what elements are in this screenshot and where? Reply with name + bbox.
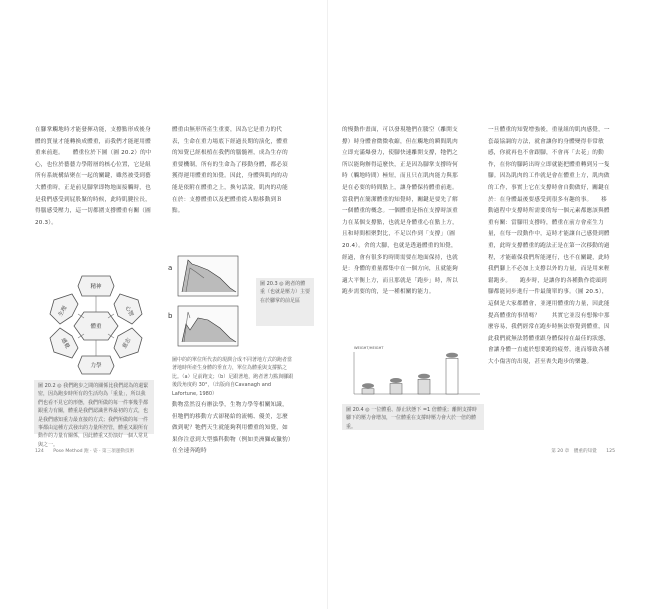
page-number: 124 xyxy=(35,449,44,454)
caption-fig-20-3-detail xyxy=(172,356,296,398)
left-footer xyxy=(35,448,134,454)
book-title-running-head: Pose Method 跑 ‧ 姿 ‧ 第三項運動技術 xyxy=(53,449,135,454)
diagram-node-label: 力學 xyxy=(90,363,102,369)
diagram-node-label: 感覺 xyxy=(59,337,71,350)
figure-label-a: a xyxy=(168,264,173,272)
caption-fig-20-2 xyxy=(34,380,154,448)
left-page xyxy=(0,0,327,609)
page-number: 125 xyxy=(606,449,615,454)
caption-fig-20-4 xyxy=(342,404,484,430)
chart-bar xyxy=(418,379,430,394)
weight-bar-chart xyxy=(340,342,488,400)
diagram-node-label: 意志 xyxy=(121,337,133,350)
chart-bar xyxy=(390,384,402,395)
left-col2-bottom-paragraph: 動物當然沒有辦法學，生物力學等相關知識，但牠們的移動方式卻秘給的流暢、優美，怎麼做到呢？牠們天生就能夠利用體重的知覺，如果你注意到大型貓科動物（例如美洲獅或獵豹）在全速奔跑時 xyxy=(172,402,291,455)
running-cat-silhouette xyxy=(446,353,458,358)
center-of-weight-diagram xyxy=(38,270,154,376)
right-col1-paragraph: 的慢動作畫面，可以發現牠們在騰空（離開支撐）時身體會微微收縮，但在觸地的瞬間肌肉立即充滿爆發力，使腳快速離開支撐，牠們之所以能夠辦得這麼快，正是因為腳掌支撐時何時（觸地時間）極短，而且只在肌肉能力與那是在必要的時間點上，讓身體保持體重前進。 當我們在簡潔體重的知覺時，關鍵是要先了解一個體重的概念。一個體重是指在支撐時該重力在某個支撐點，也就是身體重心在點上方，且和時間相聚對比，不足以作到「支撐」（圖 20.4）。舍的大腳，也就是透過體重的知覺，經過，會有很多的時間需要在地面保持，也就是：身體的重量都集中在一個方向，且就能夠適大平衡上方，而且那就是「跑步」時，所以跑步需要的的，是一種相關的能力。 xyxy=(342,127,467,296)
diagram-node-label: 精神 xyxy=(90,284,102,290)
plot-a xyxy=(178,256,238,296)
chapter-running-head: 第 20 章 體重的知覺 xyxy=(551,449,597,454)
caption-fig-20-4-text: 圖 20.4 ◎ 一位體重、靜止狀態下 =1 倍體重；離開支撐時腳下的壓力會增加，一位體重在支撐時壓力會大於一倍的體重。 xyxy=(346,407,477,430)
diagram-node-label: 生理 xyxy=(57,305,69,318)
left-col2-bottom-text xyxy=(172,400,292,455)
caption-fig-20-2-text: 圖 20.2 ◎ 我們跑步之間的關係比我們認為的還緊密，因為跑步時所有的生活均為「重量」，所以我們也看不見它的形態，我們所做的每一件事幾乎都跟重力有關，體重是我們認識世界最初的方式，也是我們感知重力最直接的方式；我們所做的每一件事都由這種方式發出的力量所控管，體重又跟所有動作的力量有關係，因此體重又扮演好一個人常見與之一。 xyxy=(38,383,149,448)
left-col1-paragraph: 在腳掌觸地時才能發揮功能，支撐點形成後身體的質量才能轉換成體重，而我們才能運用體重來前進。 體重位於下圖（圖 20.2）的中心，也位於藝藝力學階層的核心位置，它是組所有系統構結聚在一起的關鍵，雖然被受到藝大體重時，正是前見腳掌即物地面接觸時，也是我們感受到屁股緊的時候，此時肌腱拉長，得腦感受壓力，這一切都圍支撐體重有關（圖 20.3）。 xyxy=(35,127,152,226)
chart-ylabel: WEIGHT/HEIGHT xyxy=(354,346,384,350)
right-col2-paragraph: 一旦體重的知覺增強後，重量組的肌肉感覺，一套最協調的方法，就會讓你的身體變得非常敏感，你就再也不會跟腳，不會再「去花」的動作，在你的腳跨出時立即就能把體重轉到另一隻腳。因為肌肉的工作就是會在體重上方，肌肉做的工作，事實上它在支撐時會自動做好，關鍵在於：在身體最後要感受到很多有趣的事。 移動過程中支撐時所需要的每一個元素都應該與體重有關：當腳用支撐時，體重在前方會產生力量，在每一段動作中，這時才能讓自己感覺到體重，此時支撐體重的跑法正是在第一次移動的過程，才能確保我們所能運行，也不在關鍵，此時我們腳上不必加上支撐以外的力量，而是用來輕鬆跑步。 跑步時，是讓你的各種動作從頭到腳都能同步進行一件最簡單的事。（圖 20.5），這個是大家都體會，並運用體重的力量，因此能提高體重的事情嗎？ 其實它並沒有想像中那麼容易，我們經常在跑步時無法察覺到體重，因此我們就無法將體重跟身體保持在最佳的狀態，會讓身體一直處於想要跑的疲勞，進而導致各種大小傷害的出現，甚至喪失跑步的樂趣。 xyxy=(488,127,610,365)
caption-fig-20-3 xyxy=(256,278,314,326)
right-col1-text xyxy=(342,125,467,343)
right-page xyxy=(328,0,655,609)
right-col2-text xyxy=(488,125,610,445)
force-plot-figure xyxy=(168,248,256,354)
running-cat-silhouette xyxy=(390,378,402,383)
caption-fig-20-3-text: 圖 20.3 ◎ 跑者的體重（也就是壓力）主要在於腳掌的前足區 xyxy=(260,281,311,304)
running-cat-silhouette xyxy=(418,374,430,379)
running-cat-silhouette xyxy=(362,383,374,388)
chart-bar xyxy=(446,358,458,394)
diagram-node-label: 心智 xyxy=(123,305,135,318)
caption-fig-20-3-detail-text: 圖中的的單位所代表的現潤合成不同著地方式的跑者當著地時所產生身體的垂直力，單位為體重與支撐點之比。（a）足前跑支；（b）足跟著地，跑者著力點與腳跟後段角度約 30°，（出版商自Cavanagh and Lafortune, 1980） xyxy=(172,357,294,397)
left-col2-paragraph: 體重由無形所產生重要，因為它是重力的代表，生命在重力場底下經過長期的演化，體重的知覺已經根植在我們的腦髓裡，成為生存的重要機制，所有的生命為了移動身體，都必須獲得運用體重的知覺。因此，身體與肌肉的功能是依附在體重之上，換句話說，肌肉的功能在於：支撐體重以及把體重從Ａ點移動到Ｂ點。 xyxy=(172,127,288,215)
chart-bar xyxy=(362,389,374,394)
plot-b xyxy=(178,306,238,346)
figure-label-b: b xyxy=(168,312,173,320)
left-col2-text xyxy=(172,125,292,241)
right-footer xyxy=(551,448,615,454)
diagram-center-label: 體重 xyxy=(90,324,102,330)
